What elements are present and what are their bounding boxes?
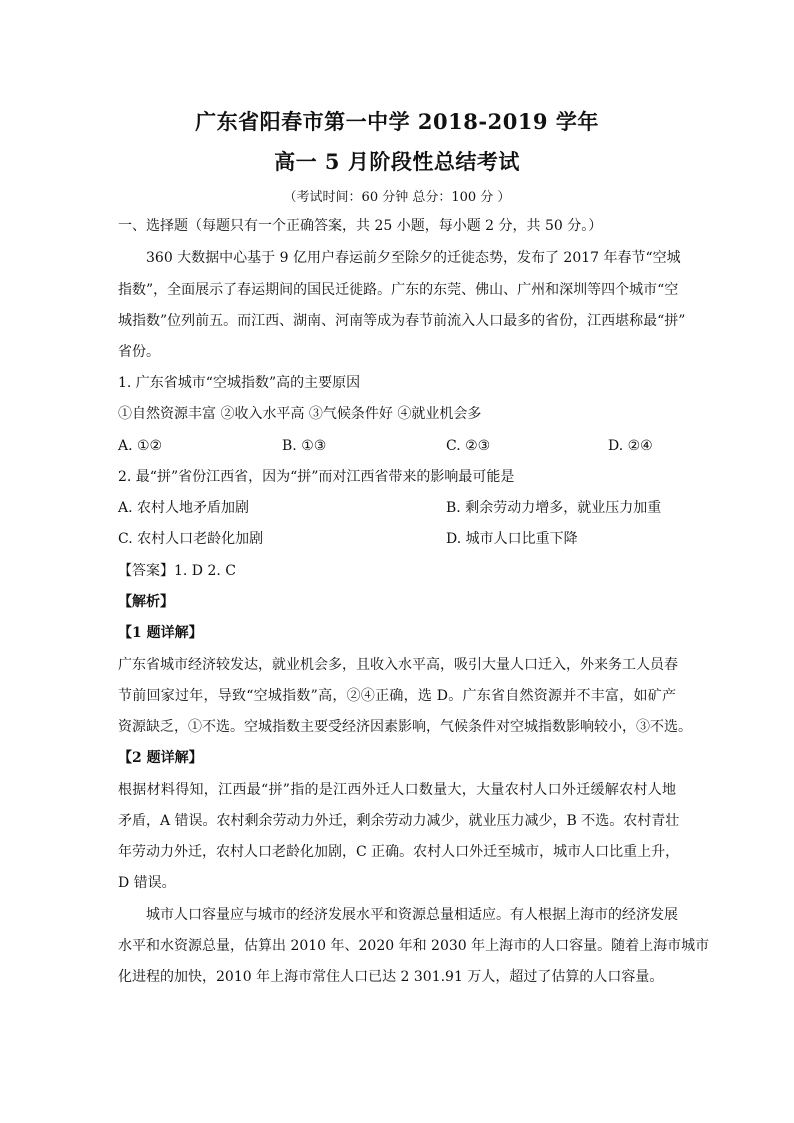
question2-option-d: D. 城市人口比重下降 xyxy=(446,531,578,547)
question1-stem: 1. 广东省城市“空城指数”高的主要原因 xyxy=(118,375,361,391)
passage2-line: 化进程的加快，2010 年上海市常住人口已达 2 301.91 万人，超过了估算的人口容量。 xyxy=(118,969,664,985)
answer-line: 【答案】1. D 2. C xyxy=(118,563,237,579)
detail2-label: 【2 题详解】 xyxy=(118,750,203,766)
doc-title-line2: 高一 5 月阶段性总结考试 xyxy=(274,149,520,174)
detail2-line: D 错误。 xyxy=(118,875,176,891)
detail2-line: 年劳动力外迁，农村人口老龄化加剧，C 正确。农村人口外迁至城市，城市人口比重上升， xyxy=(118,844,680,860)
detail1-label: 【1 题详解】 xyxy=(118,625,203,641)
exam-info: （考试时间：60 分钟 总分：100 分 ） xyxy=(283,190,511,205)
detail1-line: 广东省城市经济较发达，就业机会多，且收入水平高，吸引大量人口迁入，外来务工人员春 xyxy=(118,657,678,673)
question1-option-c: C. ②③ xyxy=(446,438,491,454)
question1-option-a: A. ①② xyxy=(118,438,163,454)
question2-option-a: A. 农村人地矛盾加剧 xyxy=(118,500,250,516)
question1-option-d: D. ②④ xyxy=(608,438,653,454)
detail1-line: 节前回家过年，导致“空城指数”高，②④正确，选 D。广东省自然资源并不丰富，如矿产 xyxy=(118,688,676,704)
passage1-line: 城指数”位列前五。而江西、湖南、河南等成为春节前流入人口最多的省份，江西堪称最“拼” xyxy=(118,313,686,329)
question1-items: ①自然资源丰富 ②收入水平高 ③气候条件好 ④就业机会多 xyxy=(118,406,482,422)
detail2-line: 根据材料得知，江西最“拼”指的是江西外迁人口数量大，大量农村人口外迁缓解农村人地 xyxy=(118,782,676,798)
question2-stem: 2. 最“拼”省份江西省，因为“拼”而对江西省带来的影响最可能是 xyxy=(118,469,515,485)
question2-option-c: C. 农村人口老龄化加剧 xyxy=(118,531,264,547)
question1-option-b: B. ①③ xyxy=(282,438,327,454)
detail2-line: 矛盾，A 错误。农村剩余劳动力外迁，剩余劳动力减少，就业压力减少，B 不选。农村青壮 xyxy=(118,813,680,829)
question2-option-b: B. 剩余劳动力增多，就业压力加重 xyxy=(446,500,662,516)
passage1-line: 360 大数据中心基于 9 亿用户春运前夕至除夕的迁徙态势，发布了 2017 年春节“空城 xyxy=(146,250,681,266)
passage2-line: 城市人口容量应与城市的经济发展水平和资源总量相适应。有人根据上海市的经济发展 xyxy=(146,907,678,923)
passage1-line: 指数”，全面展示了春运期间的国民迁徙路。广东的东莞、佛山、广州和深圳等四个城市“空 xyxy=(118,282,679,298)
passage2-line: 水平和水资源总量，估算出 2010 年、2020 年和 2030 年上海市的人口容量。随着上海市城市 xyxy=(118,938,710,954)
passage1-line: 省份。 xyxy=(118,344,160,360)
section-heading: 一、选择题（每题只有一个正确答案，共 25 小题，每小题 2 分，共 50 分。） xyxy=(118,218,603,234)
doc-title-line1: 广东省阳春市第一中学 2018-2019 学年 xyxy=(195,109,599,134)
analysis-label: 【解析】 xyxy=(118,594,174,610)
detail1-line: 资源缺乏，①不选。空城指数主要受经济因素影响，气候条件对空城指数影响较小，③不选。 xyxy=(118,719,692,735)
